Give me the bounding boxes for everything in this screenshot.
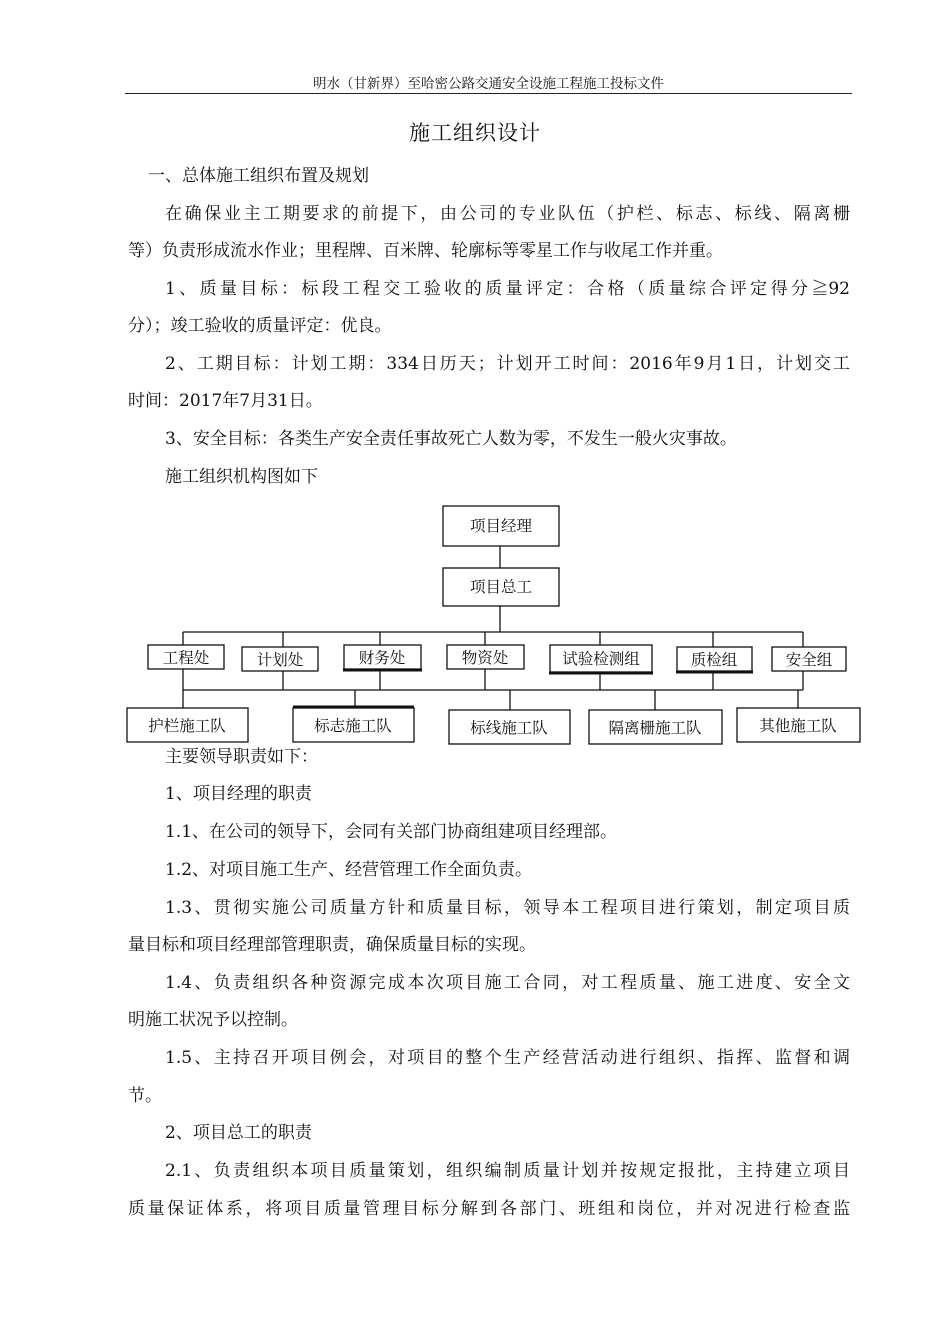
paragraph-line: 1.5、主持召开项目例会，对项目的整个生产经营活动进行组织、指挥、监督和调 — [165, 1048, 850, 1068]
paragraph-line: 2、工期目标：计划工期：334日历天；计划开工时间：2016年9月1日，计划交工 — [165, 354, 850, 374]
org-label-department: 安全组 — [785, 651, 833, 669]
paragraph-line: 1、质量目标：标段工程交工验收的质量评定：合格（质量综合评定得分≧92 — [165, 279, 850, 299]
paragraph-line: 在确保业主工期要求的前提下，由公司的专业队伍（护栏、标志、标线、隔离栅 — [165, 204, 850, 224]
paragraph-line: 量目标和项目经理部管理职责，确保质量目标的实现。 — [128, 935, 536, 955]
paragraph-line: 节。 — [128, 1086, 162, 1106]
org-label-chief-engineer: 项目总工 — [469, 578, 533, 596]
org-label-project-manager: 项目经理 — [469, 517, 533, 535]
paragraph-line: 质量保证体系，将项目质量管理目标分解到各部门、班组和岗位，并对况进行检查监 — [128, 1199, 850, 1219]
org-label-department: 试验检测组 — [562, 650, 640, 668]
header-title: 明水（甘新界）至哈密公路交通安全设施工程施工投标文件 — [313, 76, 664, 92]
org-label-team: 护栏施工队 — [148, 717, 226, 735]
paragraph-line: 明施工状况予以控制。 — [128, 1010, 298, 1030]
org-label-department: 计划处 — [256, 651, 304, 669]
paragraph-line: 3、安全目标：各类生产安全责任事故死亡人数为零，不发生一般火灾事故。 — [165, 429, 737, 449]
org-label-team: 标线施工队 — [470, 719, 548, 737]
paragraph-line: 1.1、在公司的领导下，会同有关部门协商组建项目经理部。 — [165, 822, 618, 842]
paragraph-line: 2.1、负责组织本项目质量策划，组织编制质量计划并按规定报批，主持建立项目 — [165, 1161, 850, 1181]
org-label-team: 隔离栅施工队 — [608, 719, 702, 737]
duties-subheading: 1、项目经理的职责 — [165, 784, 312, 804]
org-label-department: 物资处 — [461, 649, 509, 667]
document-title: 施工组织设计 — [409, 121, 541, 145]
org-label-team: 标志施工队 — [314, 717, 392, 735]
paragraph-line: 1.3、贯彻实施公司质量方针和质量目标，领导本工程项目进行策划，制定项目质 — [165, 898, 850, 918]
paragraph-line: 1.2、对项目施工生产、经营管理工作全面负责。 — [165, 860, 533, 880]
org-label-department: 财务处 — [358, 649, 406, 667]
duties-heading: 主要领导职责如下： — [165, 747, 318, 767]
paragraph-line: 时间：2017年7月31日。 — [128, 391, 323, 411]
org-chart-caption: 施工组织机构图如下 — [165, 467, 318, 487]
org-label-team: 其他施工队 — [759, 717, 837, 735]
paragraph-line: 1.4、负责组织各种资源完成本次项目施工合同，对工程质量、施工进度、安全文 — [165, 973, 850, 993]
section-heading: 一、总体施工组织布置及规划 — [148, 166, 369, 186]
org-label-department: 质检组 — [690, 651, 738, 669]
paragraph-line: 分）；竣工验收的质量评定：优良。 — [128, 316, 392, 336]
paragraph-line: 等）负责形成流水作业；里程牌、百米牌、轮廓标等零星工作与收尾工作并重。 — [128, 241, 723, 261]
duties-subheading: 2、项目总工的职责 — [165, 1123, 312, 1143]
org-label-department: 工程处 — [162, 649, 210, 667]
